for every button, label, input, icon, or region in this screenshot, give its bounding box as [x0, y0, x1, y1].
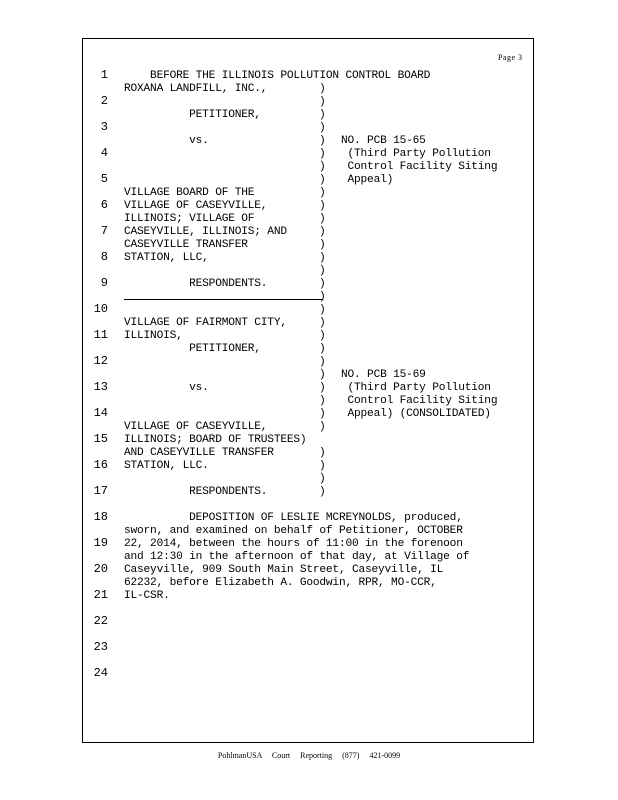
line-number: 13 [93, 380, 108, 394]
case-description: Control Facility Siting [341, 395, 498, 407]
line-number: 21 [93, 588, 108, 602]
caption-line: STATION, LLC, [124, 252, 209, 264]
line-number: 15 [93, 432, 108, 446]
caption-paren: ) [319, 486, 326, 498]
caption-paren: ) [319, 135, 326, 147]
caption-line: vs. [124, 135, 209, 147]
caption-line: vs. [124, 382, 209, 394]
caption-paren: ) [319, 187, 326, 199]
caption-line: VILLAGE BOARD OF THE [124, 187, 255, 199]
caption-line: RESPONDENTS. [124, 278, 268, 290]
line-number: 4 [100, 146, 108, 160]
line-number: 12 [93, 354, 108, 368]
line-number: 8 [100, 250, 108, 264]
caption-paren: ) [319, 239, 326, 251]
case-number: NO. PCB 15-65 [341, 135, 426, 147]
line-number: 9 [100, 276, 108, 290]
line-number: 7 [100, 224, 108, 238]
caption-paren: ) [319, 226, 326, 238]
caption-paren: ) [319, 96, 326, 108]
caption-line: VILLAGE OF CASEYVILLE, [124, 200, 268, 212]
case-description: (Third Party Pollution [341, 148, 491, 160]
caption-paren: ) [319, 291, 326, 303]
line-number: 23 [93, 640, 108, 654]
line-number: 16 [93, 458, 108, 472]
line-number: 24 [93, 666, 108, 680]
caption-paren: ) [319, 213, 326, 225]
deposition-text: 22, 2014, between the hours of 11:00 in the forenoon [124, 538, 463, 550]
caption-line: AND CASEYVILLE TRANSFER [124, 447, 274, 459]
caption-paren: ) [319, 447, 326, 459]
deposition-text: IL-CSR. [124, 590, 170, 602]
caption-divider [124, 299, 323, 300]
caption-paren: ) [319, 161, 326, 173]
caption-paren: ) [319, 408, 326, 420]
case-description: Control Facility Siting [341, 161, 498, 173]
caption-line: ROXANA LANDFILL, INC., [124, 83, 268, 95]
caption-paren: ) [319, 122, 326, 134]
caption-paren: ) [319, 83, 326, 95]
caption-line: ILLINOIS, [124, 330, 183, 342]
line-number: 10 [93, 302, 108, 316]
caption-line: PETITIONER, [124, 343, 261, 355]
page-number-label: Page 3 [498, 53, 523, 62]
deposition-text: Caseyville, 909 South Main Street, Caseyville, IL [124, 564, 444, 576]
caption-line: VILLAGE OF FAIRMONT CITY, [124, 317, 287, 329]
deposition-text: and 12:30 in the afternoon of that day, at Village of [124, 551, 470, 563]
line-number: 3 [100, 120, 108, 134]
caption-paren: ) [319, 460, 326, 472]
caption-paren: ) [319, 252, 326, 264]
case-number: NO. PCB 15-69 [341, 369, 426, 381]
line-number: 19 [93, 536, 108, 550]
line-number: 18 [93, 510, 108, 524]
deposition-text: sworn, and examined on behalf of Petitioner, OCTOBER [124, 525, 463, 537]
caption-paren: ) [319, 174, 326, 186]
line-number: 22 [93, 614, 108, 628]
caption-line: RESPONDENTS. [124, 486, 268, 498]
caption-paren: ) [319, 265, 326, 277]
caption-paren: ) [319, 317, 326, 329]
deposition-text: DEPOSITION OF LESLIE MCREYNOLDS, produced, [124, 512, 463, 524]
caption-line: STATION, LLC. [124, 460, 209, 472]
caption-paren: ) [319, 278, 326, 290]
caption-line: ILLINOIS; VILLAGE OF [124, 213, 255, 225]
line-number: 1 [100, 68, 108, 82]
caption-paren: ) [319, 343, 326, 355]
caption-line: CASEYVILLE, ILLINOIS; AND [124, 226, 287, 238]
caption-paren: ) [319, 304, 326, 316]
line-number: 11 [93, 328, 108, 342]
caption-paren: ) [319, 200, 326, 212]
footer-court-reporter: PohlmanUSA Court Reporting (877) 421-0099 [217, 751, 401, 760]
caption-title: BEFORE THE ILLINOIS POLLUTION CONTROL BOARD [124, 70, 431, 82]
line-number: 5 [100, 172, 108, 186]
caption-line: ILLINOIS; BOARD OF TRUSTEES) [124, 434, 307, 446]
caption-paren: ) [319, 148, 326, 160]
caption-line: VILLAGE OF CASEYVILLE, [124, 421, 268, 433]
caption-paren: ) [319, 421, 326, 433]
caption-paren: ) [319, 382, 326, 394]
line-number: 17 [93, 484, 108, 498]
caption-line: PETITIONER, [124, 109, 261, 121]
line-number: 2 [100, 94, 108, 108]
caption-paren: ) [319, 109, 326, 121]
line-number: 20 [93, 562, 108, 576]
line-number: 14 [93, 406, 108, 420]
caption-paren: ) [319, 473, 326, 485]
caption-paren: ) [319, 369, 326, 381]
caption-paren: ) [319, 330, 326, 342]
caption-paren: ) [319, 356, 326, 368]
caption-line: CASEYVILLE TRANSFER [124, 239, 248, 251]
line-number: 6 [100, 198, 108, 212]
case-description: Appeal) [341, 174, 394, 186]
case-description: (Third Party Pollution [341, 382, 491, 394]
deposition-text: 62232, before Elizabeth A. Goodwin, RPR, MO-CCR, [124, 577, 437, 589]
case-description: Appeal) (CONSOLIDATED) [341, 408, 491, 420]
caption-paren: ) [319, 395, 326, 407]
